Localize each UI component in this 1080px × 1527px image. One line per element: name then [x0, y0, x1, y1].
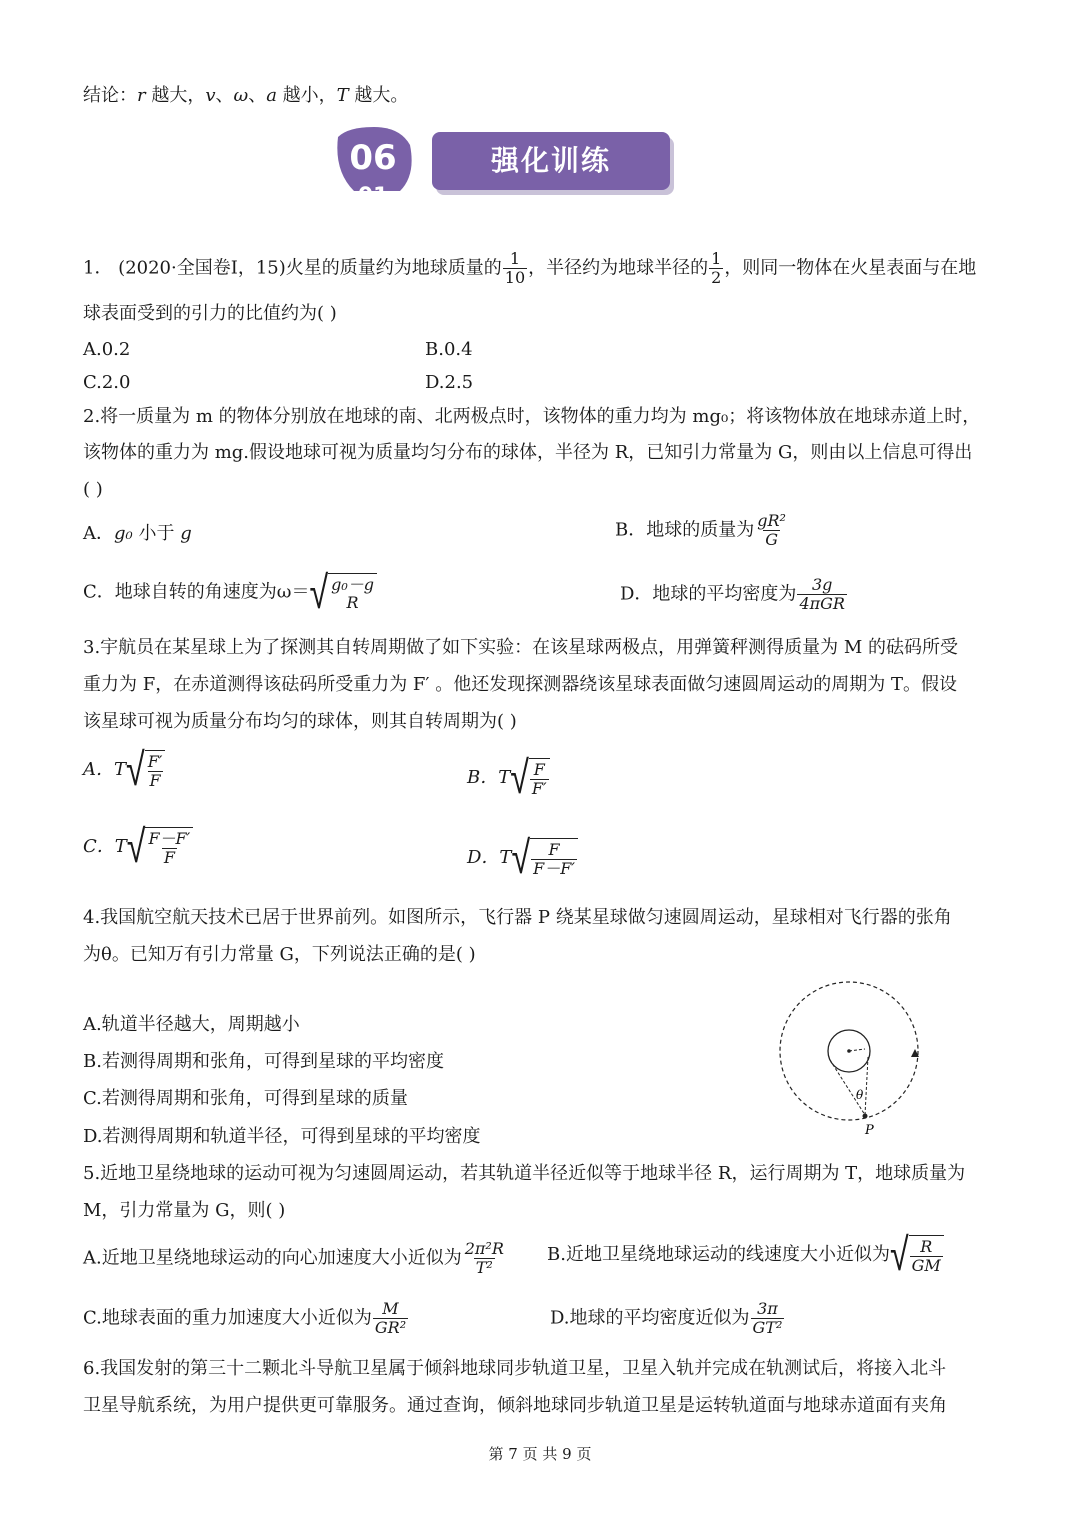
section-number-badge	[330, 125, 416, 203]
q4-option-a: A.轨道半径越大，周期越小	[83, 1014, 300, 1035]
q1-option-b: B.0.4	[425, 339, 473, 360]
q3-option-c: C．T √ $\frac{F-F'}{F}$	[83, 827, 193, 867]
p-label: P	[865, 1123, 874, 1138]
q2-option-b: B．地球的质量为 $\frac{\text{gR²}}{G}$	[615, 511, 786, 549]
q5-option-a: A.近地卫星绕地球运动的向心加速度大小近似为 $\frac{\text{2π²R}}{\text{T²}}$	[83, 1239, 504, 1277]
q5-option-b: B.近地卫星绕地球运动的线速度大小近似为 √ $\frac{R}{GM}$	[547, 1235, 944, 1275]
q5-option-d: D.地球的平均密度近似为 $\frac{3\pi}{\text{GT²}}$	[550, 1299, 783, 1337]
q2-stem-line2: 该物体的重力为 mg.假设地球可视为质量均匀分布的球体，半径为 R，已知引力常量为 G，则由以上信息可得出	[83, 442, 973, 463]
q3-stem-line3: 该星球可视为质量分布均匀的球体，则其自转周期为( )	[83, 711, 517, 732]
conclusion-line: 结论：r 越大，v、ω、a 越小，T 越大。	[83, 85, 409, 106]
q1-option-d: D.2.5	[425, 372, 474, 393]
q1-option-a: A.0.2	[83, 339, 131, 360]
q4-option-c: C.若测得周期和张角，可得到星球的质量	[83, 1088, 408, 1109]
q3-option-b: B．T √ $\frac{F}{F'}$	[467, 758, 550, 798]
q2-option-d-fraction: $\frac{3g}{\text{4πGR}}$	[799, 575, 845, 613]
section-number: 06	[349, 138, 397, 178]
q2-option-b-fraction: $\frac{\text{gR²}}{G}$	[757, 511, 786, 549]
q2-option-c-sqrt: √ g₀－g R	[309, 573, 377, 612]
q5-option-c: C.地球表面的重力加速度大小近似为 $\frac{M}{\text{GR²}}$	[83, 1299, 407, 1337]
q1-fraction-2: $\frac{1}{2}$	[711, 249, 722, 287]
q3-option-d: D．T √ $\frac{F}{F-F'}$	[467, 838, 578, 878]
q5-stem-line2: M，引力常量为 G，则( )	[83, 1200, 286, 1221]
q1-fraction-1: $\frac{1}{10}$	[504, 249, 526, 287]
q1-stem: 1． (2020·全国卷Ⅰ，15)火星的质量约为地球质量的 $\frac{1}{10}$ ，半径约为地球半径的 $\frac{1}{2}$ ，则同一物体在火星表面与在地	[83, 249, 977, 287]
q4-stem-line2: 为θ。已知万有引力常量 G，下列说法正确的是( )	[83, 944, 476, 965]
planet-radius	[849, 1049, 865, 1051]
q4-stem-line1: 4.我国航空航天技术已居于世界前列。如图所示，飞行器 P 绕某星球做匀速圆周运动，星球相对飞行器的张角	[83, 907, 952, 928]
page-footer: 第 7 页 共 9 页	[488, 1445, 592, 1463]
orbit-diagram	[775, 975, 925, 1140]
q2-option-d: D．地球的平均密度为 $\frac{3g}{\text{4πGR}}$	[620, 575, 845, 613]
q2-option-a: A．g₀ 小于 g	[83, 523, 192, 544]
satellite-p	[863, 1114, 868, 1119]
q6-stem-line2: 卫星导航系统，为用户提供更可靠服务。通过查询，倾斜地球同步轨道卫星是运转轨道面与地球赤道面有夹角	[83, 1395, 947, 1416]
q4-option-b: B.若测得周期和张角，可得到星球的平均密度	[83, 1051, 444, 1072]
tangent-line-right	[865, 1057, 868, 1115]
q1-option-c: C.2.0	[83, 372, 131, 393]
q3-option-a: A．T √ $\frac{F'}{F}$	[83, 750, 165, 790]
section-number-sub: 01	[357, 184, 389, 203]
theta-label: θ	[856, 1088, 864, 1102]
q2-stem-line3: ( )	[83, 479, 103, 500]
q2-option-c: C．地球自转的角速度为ω＝ √ g₀－g R	[83, 573, 377, 612]
planet-center	[847, 1049, 851, 1053]
q4-option-d: D.若测得周期和轨道半径，可得到星球的平均密度	[83, 1126, 481, 1147]
q3-stem-line2: 重力为 F，在赤道测得该砝码所受重力为 F′ 。他还发现探测器绕该星球表面做匀速圆周运动的周期为 T。假设	[83, 674, 957, 695]
section-badge-shape	[330, 125, 416, 203]
q1-stem-line2: 球表面受到的引力的比值约为( )	[83, 303, 337, 324]
section-title: 强化训练	[432, 132, 670, 190]
q2-stem-line1: 2.将一质量为 m 的物体分别放在地球的南、北两极点时，该物体的重力均为 mg₀；将该物体放在地球赤道上时，	[83, 406, 981, 427]
q5-stem-line1: 5.近地卫星绕地球的运动可视为匀速圆周运动，若其轨道半径近似等于地球半径 R，运行周期为 T，地球质量为	[83, 1163, 966, 1184]
q6-stem-line1: 6.我国发射的第三十二颗北斗导航卫星属于倾斜地球同步轨道卫星，卫星入轨并完成在轨测试后，将接入北斗	[83, 1358, 947, 1379]
q3-stem-line1: 3.宇航员在某星球上为了探测其自转周期做了如下实验：在该星球两极点，用弹簧秤测得质量为 M 的砝码所受	[83, 637, 959, 658]
